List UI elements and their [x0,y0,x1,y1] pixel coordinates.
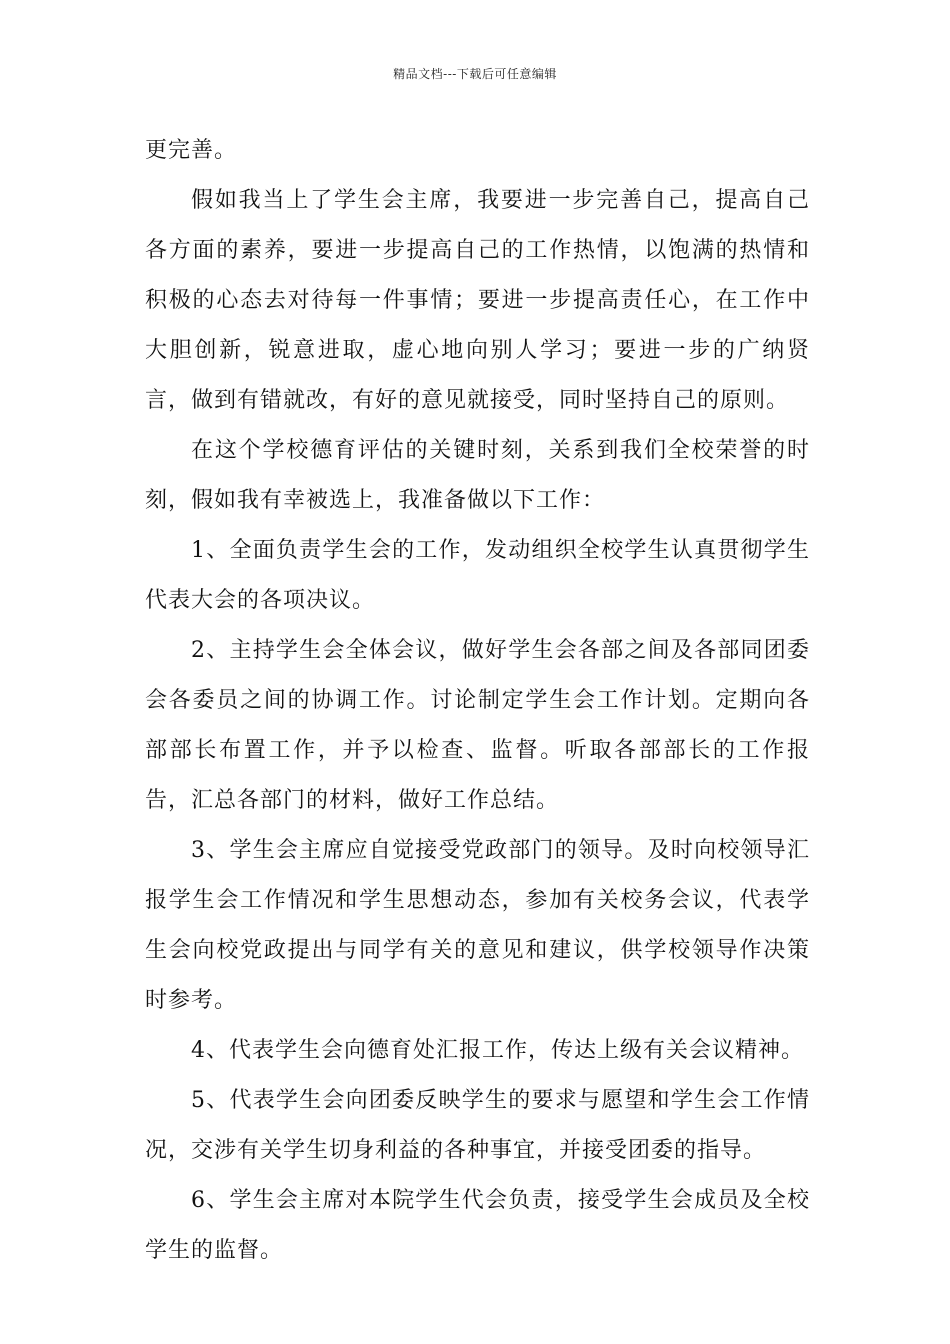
list-item-1: 1、全面负责学生会的工作，发动组织全校学生认真贯彻学生代表大会的各项决议。 [145,538,810,613]
paragraph-continuation: 更完善。 [145,138,238,163]
paragraph-self-improvement: 假如我当上了学生会主席，我要进一步完善自己，提高自己各方面的素养，要进一步提高自己的工作热情，以饱满的热情和积极的心态去对待每一件事情；要进一步提高责任心，在工作中大胆创新，锐意进取，虚心地向别人学习；要进一步的广纳贤言，做到有错就改，有好的意见就接受，同时坚持自己的原则。 [145,188,810,413]
paragraph-work-intro: 在这个学校德育评估的关键时刻，关系到我们全校荣誉的时刻，假如我有幸被选上，我准备做以下工作： [145,438,810,513]
document-body [145,126,810,1276]
page-header: 精品文档---下载后可任意编辑 [393,67,557,81]
list-item-2: 2、主持学生会全体会议，做好学生会各部之间及各部同团委会各委员之间的协调工作。讨论制定学生会工作计划。定期向各部部长布置工作，并予以检查、监督。听取各部部长的工作报告，汇总各部门的材料，做好工作总结。 [145,638,810,813]
list-item-5: 5、代表学生会向团委反映学生的要求与愿望和学生会工作情况，交涉有关学生切身利益的各种事宜，并接受团委的指导。 [145,1088,810,1163]
list-item-4: 4、代表学生会向德育处汇报工作，传达上级有关会议精神。 [191,1038,804,1063]
list-item-3: 3、学生会主席应自觉接受党政部门的领导。及时向校领导汇报学生会工作情况和学生思想动态，参加有关校务会议，代表学生会向校党政提出与同学有关的意见和建议，供学校领导作决策时参考。 [145,838,810,1013]
list-item-6: 6、学生会主席对本院学生代会负责，接受学生会成员及全校学生的监督。 [145,1188,810,1263]
